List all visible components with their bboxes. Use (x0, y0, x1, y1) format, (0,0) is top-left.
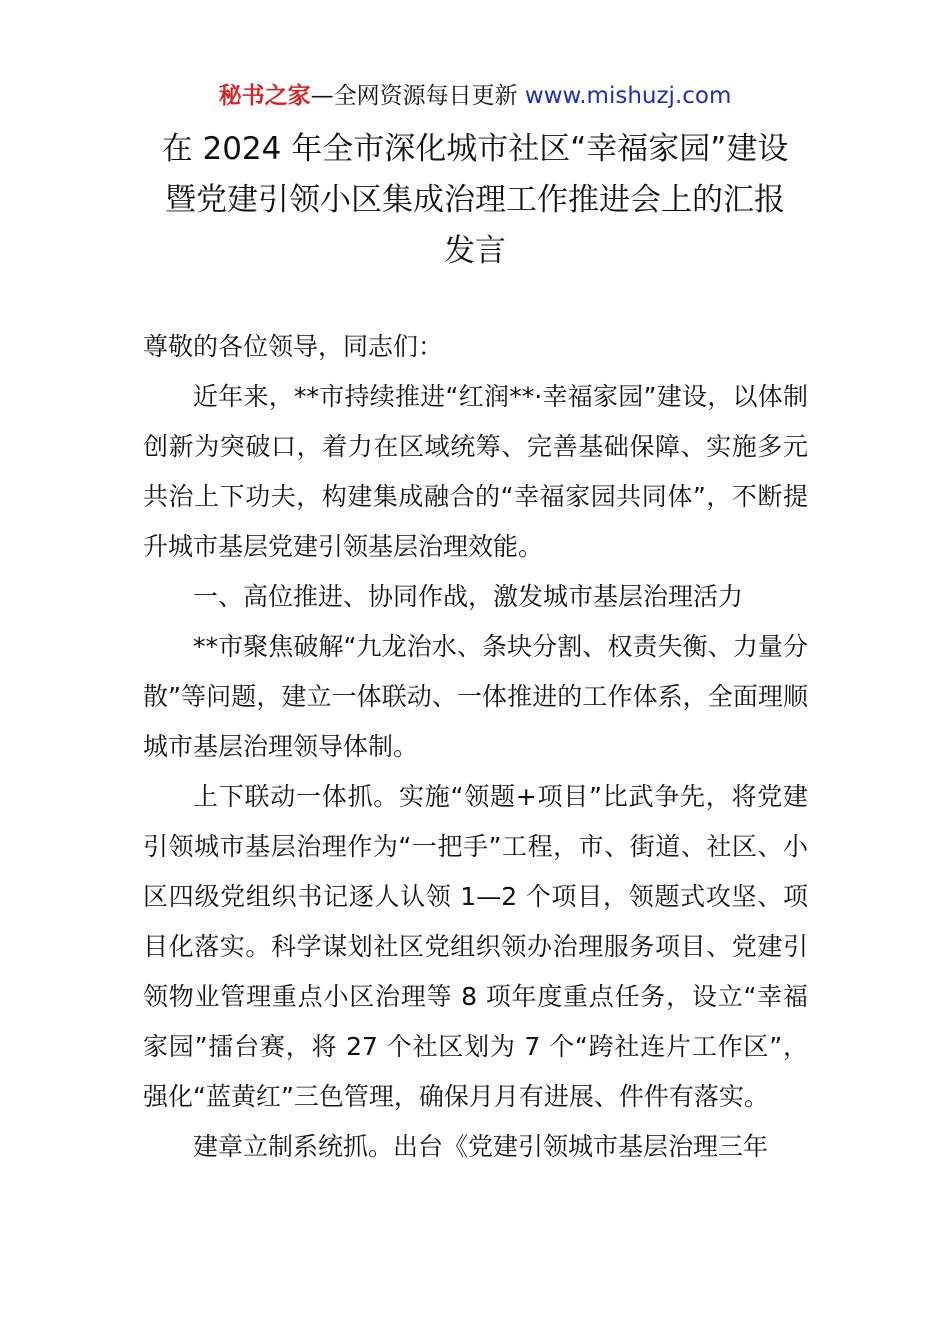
body-paragraph: 上下联动一体抓。实施“领题+项目”比武争先，将党建引领城市基层治理作为“一把手”工程，市、街道、社区、小区四级党组织书记逐人认领 1—2 个项目，领题式攻坚、项目化落实。科学谋划社区党组织领办治理服务项目、党建引领物业管理重点小区治理等 8 项年度重点任务，设立“幸福家园”擂台赛，将 27 个社区划为 7 个“跨社连片工作区”，强化“蓝黄红”三色管理，确保月月有进展、件件有落实。 (143, 782, 808, 1111)
title-line: 暨党建引领小区集成治理工作推进会上的汇报 (165, 182, 785, 218)
document-body (143, 322, 808, 1172)
body-paragraph: **市聚焦破解“九龙治水、条块分割、权责失衡、力量分散”等问题，建立一体联动、一体推进的工作体系，全面理顺城市基层治理领导体制。 (143, 632, 808, 761)
site-tagline: —全网资源每日更新 (310, 83, 525, 109)
title-line: 发言 (444, 233, 506, 269)
title-line: 在 2024 年全市深化城市社区“幸福家园”建设 (161, 131, 789, 167)
site-url-link[interactable]: www.mishuzj.com (524, 83, 732, 109)
salutation: 尊敬的各位领导，同志们： (143, 332, 444, 361)
body-paragraph: 近年来，**市持续推进“红润**·幸福家园”建设，以体制创新为突破口，着力在区域统筹、完善基础保障、实施多元共治上下功夫，构建集成融合的“幸福家园共同体”，不断提升城市基层党建引领基层治理效能。 (143, 382, 808, 561)
site-header (0, 80, 950, 112)
body-paragraph: 建章立制系统抓。出台《党建引领城市基层治理三年 (193, 1132, 769, 1161)
section-heading: 一、高位推进、协同作战，激发城市基层治理活力 (193, 582, 744, 611)
site-brand: 秘书之家 (218, 83, 311, 109)
document-title (120, 124, 830, 277)
